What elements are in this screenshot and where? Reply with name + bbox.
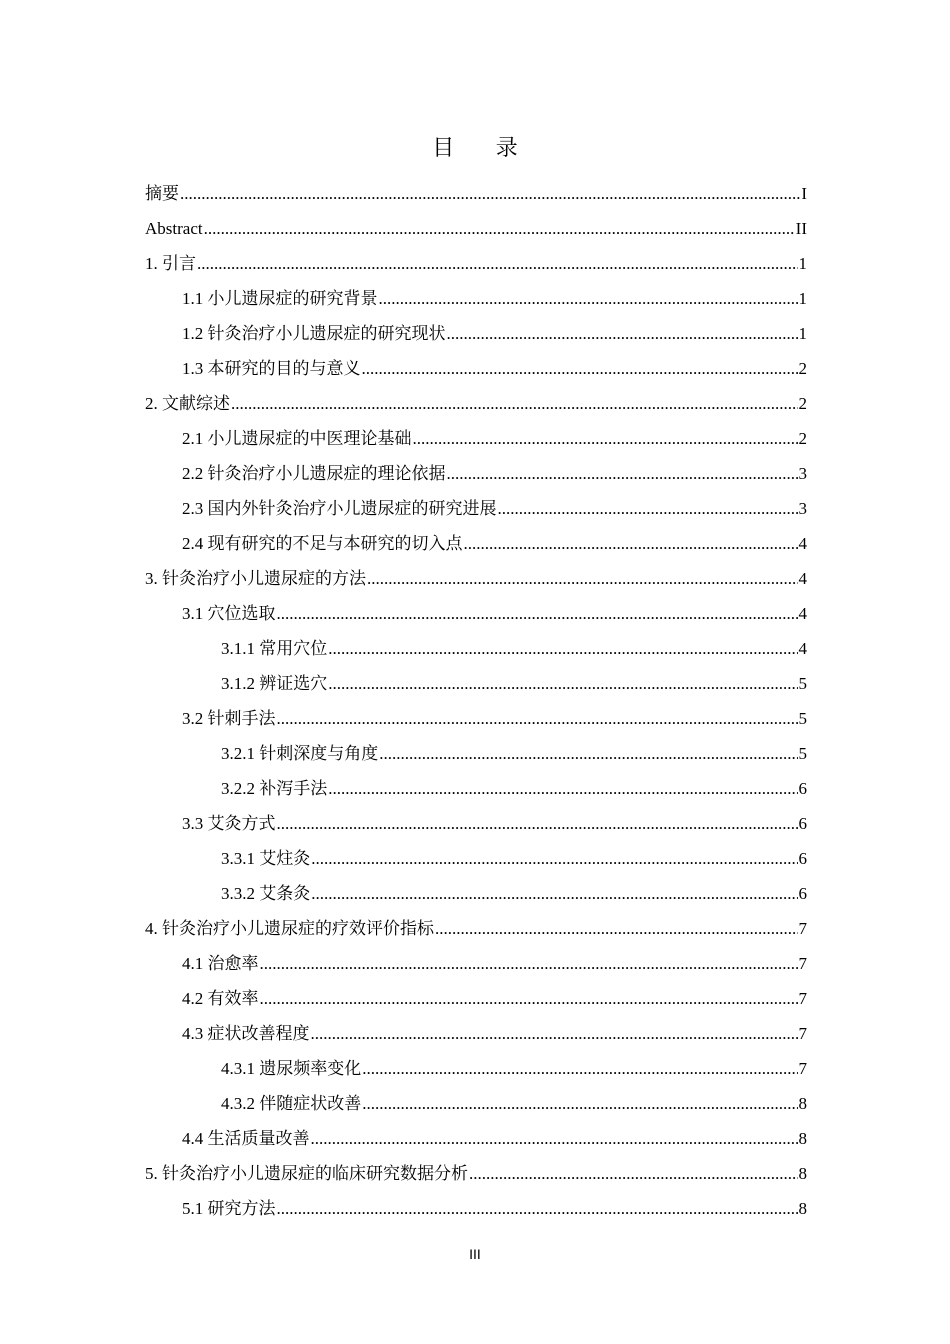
toc-entry-text: 3.1.2 辨证选穴 <box>221 674 328 693</box>
toc-entry-page: 1 <box>798 254 807 273</box>
toc-entry-page: 4 <box>798 604 807 623</box>
toc-entry[interactable] <box>145 211 807 246</box>
toc-dot-leader <box>498 491 798 526</box>
toc-entry[interactable] <box>145 701 807 736</box>
toc-dot-leader <box>311 841 797 876</box>
toc-entry[interactable] <box>145 491 807 526</box>
toc-entry-text: 4.1 治愈率 <box>182 954 259 973</box>
toc-dot-leader <box>413 421 798 456</box>
toc-entry[interactable] <box>145 316 807 351</box>
toc-dot-leader <box>464 526 798 561</box>
toc-entry-page: 4 <box>798 534 807 553</box>
toc-entry-page: 2 <box>798 359 807 378</box>
toc-entry-page: 1 <box>798 289 807 308</box>
toc-entry-page: 1 <box>798 324 807 343</box>
toc-entry[interactable] <box>145 246 807 281</box>
toc-dot-leader <box>180 176 800 211</box>
toc-title: 目 录 <box>432 135 536 160</box>
toc-dot-leader <box>311 1121 798 1156</box>
toc-entry-text: 3. 针灸治疗小儿遗尿症的方法 <box>145 569 366 588</box>
toc-entry[interactable] <box>145 386 807 421</box>
toc-entry[interactable] <box>145 596 807 631</box>
toc-dot-leader <box>260 981 798 1016</box>
toc-dot-leader <box>469 1156 798 1191</box>
toc-dot-leader <box>328 771 797 806</box>
toc-entry-text: Abstract <box>145 219 203 238</box>
toc-entry-page: 3 <box>798 499 807 518</box>
toc-entry-text: 2.1 小儿遗尿症的中医理论基础 <box>182 429 412 448</box>
toc-entry-page: 5 <box>798 744 807 763</box>
toc-entry[interactable] <box>145 176 807 211</box>
toc-dot-leader <box>447 456 798 491</box>
toc-dot-leader <box>362 1086 797 1121</box>
toc-entry-page: 5 <box>798 709 807 728</box>
toc-entry[interactable] <box>145 281 807 316</box>
toc-entry-text: 4. 针灸治疗小儿遗尿症的疗效评价指标 <box>145 919 434 938</box>
toc-entry-page: 6 <box>798 779 807 798</box>
toc-entry-page: 8 <box>798 1199 807 1218</box>
toc-entry-text: 4.2 有效率 <box>182 989 259 1008</box>
toc-entry-page: 2 <box>798 394 807 413</box>
toc-entry[interactable] <box>145 351 807 386</box>
toc-entry-text: 2.3 国内外针灸治疗小儿遗尿症的研究进展 <box>182 499 497 518</box>
toc-entry-page: 7 <box>798 1024 807 1043</box>
toc-dot-leader <box>197 246 798 281</box>
toc-dot-leader <box>379 736 797 771</box>
toc-entry-text: 3.1.1 常用穴位 <box>221 639 328 658</box>
toc-entry-page: 8 <box>798 1129 807 1148</box>
toc-entry[interactable] <box>145 1051 807 1086</box>
toc-entry-text: 5. 针灸治疗小儿遗尿症的临床研究数据分析 <box>145 1164 468 1183</box>
toc-dot-leader <box>362 1051 797 1086</box>
toc-entry[interactable] <box>145 911 807 946</box>
toc-dot-leader <box>367 561 798 596</box>
toc-entry-page: 2 <box>798 429 807 448</box>
toc-entry-text: 4.3.2 伴随症状改善 <box>221 1094 362 1113</box>
toc-entry-page: 7 <box>798 989 807 1008</box>
toc-entry-page: 6 <box>798 884 807 903</box>
toc-entry-page: 5 <box>798 674 807 693</box>
toc-entry[interactable] <box>145 1016 807 1051</box>
toc-dot-leader <box>260 946 798 981</box>
toc-dot-leader <box>311 1016 798 1051</box>
toc-entry[interactable] <box>145 1156 807 1191</box>
toc-entry-page: 8 <box>798 1094 807 1113</box>
toc-entry-text: 1.3 本研究的目的与意义 <box>182 359 361 378</box>
toc-entry-page: 7 <box>798 919 807 938</box>
toc-entry[interactable] <box>145 806 807 841</box>
toc-dot-leader <box>435 911 798 946</box>
page-number: III <box>469 1246 481 1262</box>
toc-entry-page: 7 <box>798 954 807 973</box>
toc-entry-text: 3.2 针刺手法 <box>182 709 276 728</box>
toc-entry[interactable] <box>145 456 807 491</box>
toc-entry[interactable] <box>145 1121 807 1156</box>
toc-entry[interactable] <box>145 526 807 561</box>
toc-entry-text: 摘要 <box>145 184 179 203</box>
toc-entry[interactable] <box>145 1086 807 1121</box>
toc-entry[interactable] <box>145 421 807 456</box>
toc-dot-leader <box>379 281 798 316</box>
toc-dot-leader <box>231 386 798 421</box>
toc-dot-leader <box>277 596 798 631</box>
toc-entry[interactable] <box>145 876 807 911</box>
toc-entry[interactable] <box>145 561 807 596</box>
toc-entry-page: 4 <box>798 639 807 658</box>
toc-entry-text: 1. 引言 <box>145 254 196 273</box>
toc-entry-page: II <box>795 219 807 238</box>
toc-dot-leader <box>362 351 798 386</box>
toc-entry-page: 7 <box>798 1059 807 1078</box>
toc-entry[interactable] <box>145 666 807 701</box>
toc-dot-leader <box>277 806 798 841</box>
toc-entry-page: I <box>801 184 807 203</box>
toc-entry-text: 3.3.1 艾炷灸 <box>221 849 311 868</box>
toc-entry-text: 5.1 研究方法 <box>182 1199 276 1218</box>
toc-entry-text: 1.1 小儿遗尿症的研究背景 <box>182 289 378 308</box>
toc-entry-text: 2. 文献综述 <box>145 394 230 413</box>
toc-entry-text: 3.3.2 艾条灸 <box>221 884 311 903</box>
toc-entry-text: 3.1 穴位选取 <box>182 604 276 623</box>
toc-entry-text: 1.2 针灸治疗小儿遗尿症的研究现状 <box>182 324 446 343</box>
toc-dot-leader <box>328 631 797 666</box>
toc-entry-page: 4 <box>798 569 807 588</box>
toc-entry[interactable] <box>145 981 807 1016</box>
toc-entry-page: 6 <box>798 849 807 868</box>
toc-entry-page: 6 <box>798 814 807 833</box>
toc-entry[interactable] <box>145 736 807 771</box>
toc-entry-text: 4.3.1 遗尿频率变化 <box>221 1059 362 1078</box>
toc-entry[interactable] <box>145 631 807 666</box>
toc-entry[interactable] <box>145 946 807 981</box>
toc-entry-text: 4.3 症状改善程度 <box>182 1024 310 1043</box>
toc-entry-page: 3 <box>798 464 807 483</box>
toc-entry-page: 8 <box>798 1164 807 1183</box>
toc-dot-leader <box>277 1191 798 1226</box>
toc-entry-text: 2.4 现有研究的不足与本研究的切入点 <box>182 534 463 553</box>
toc-entry-text: 3.2.1 针刺深度与角度 <box>221 744 379 763</box>
toc-entry[interactable] <box>145 771 807 806</box>
toc-dot-leader <box>311 876 797 911</box>
toc-entry-text: 2.2 针灸治疗小儿遗尿症的理论依据 <box>182 464 446 483</box>
toc-dot-leader <box>204 211 795 246</box>
toc-entry[interactable] <box>145 841 807 876</box>
toc-dot-leader <box>447 316 798 351</box>
toc-list <box>145 176 807 1226</box>
toc-dot-leader <box>328 666 797 701</box>
toc-entry-text: 3.3 艾灸方式 <box>182 814 276 833</box>
toc-entry-text: 3.2.2 补泻手法 <box>221 779 328 798</box>
toc-dot-leader <box>277 701 798 736</box>
toc-entry[interactable] <box>145 1191 807 1226</box>
toc-entry-text: 4.4 生活质量改善 <box>182 1129 310 1148</box>
